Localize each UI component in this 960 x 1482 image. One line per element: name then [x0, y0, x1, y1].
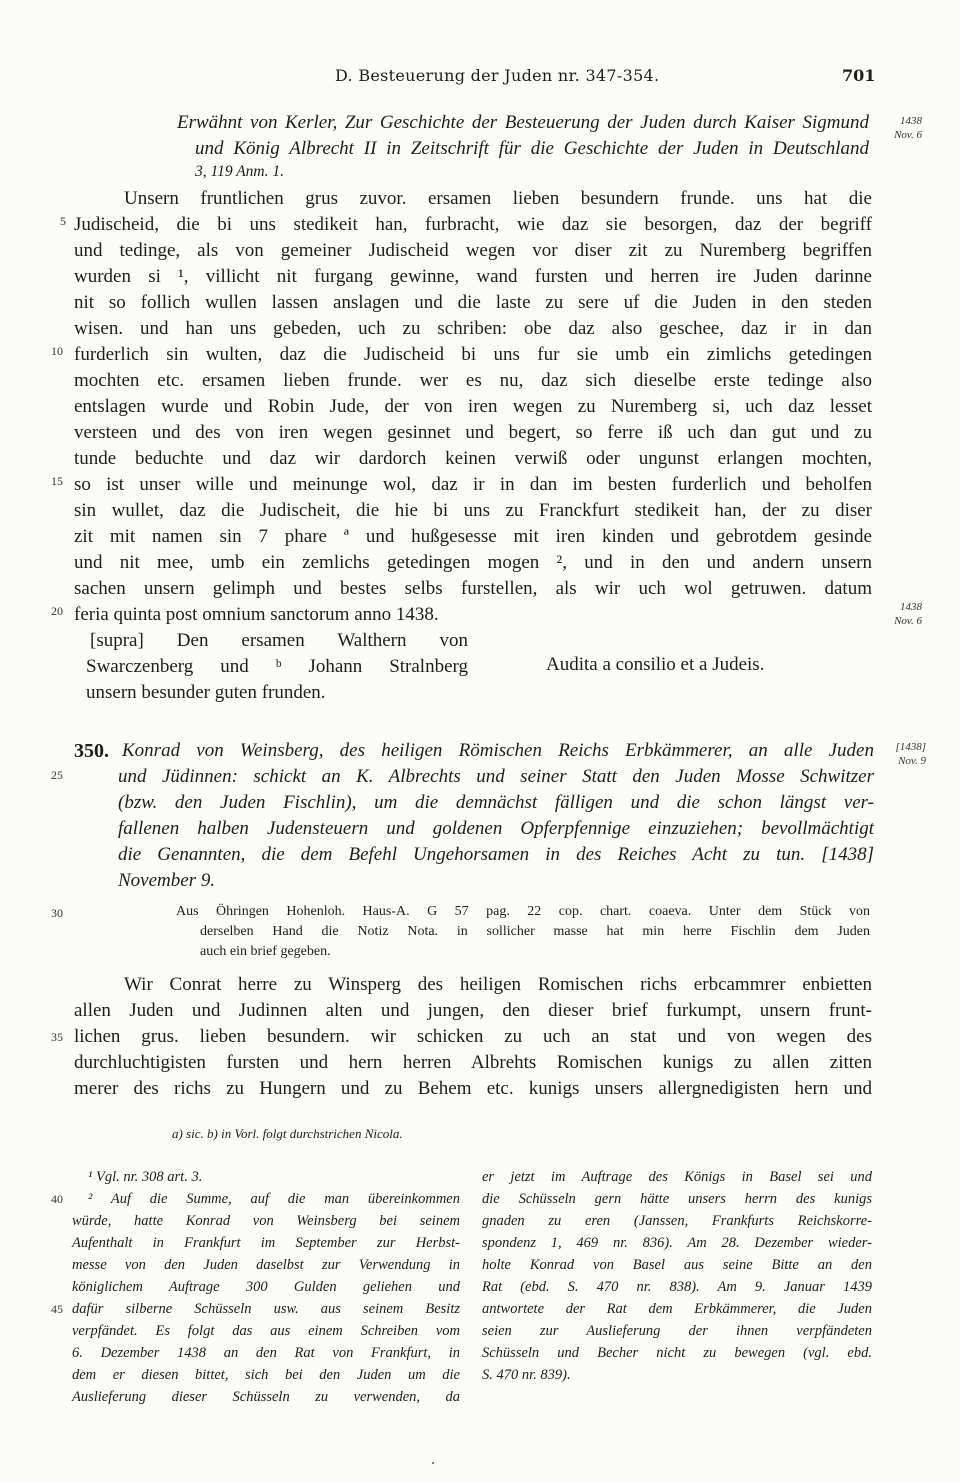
summary-line: November 9.: [118, 870, 216, 891]
intro-note: [177, 110, 869, 182]
address-line: Swarczenberg und ᵇ Johann Stralnberg: [86, 656, 468, 677]
doc-350-text: [74, 972, 872, 1102]
text-line: merer des richs zu Hungern und zu Behem etc. kunigs unsers allergnedigisten hern und: [74, 1078, 872, 1099]
margin-date-doc350: [870, 740, 926, 768]
margin-date: Nov. 9: [898, 755, 926, 767]
letter-line: und tedinge, als von gemeiner Judischeid wegen vor diser zit zu Nuremberg begriffen: [74, 240, 872, 261]
footnote-line: antwortete der Rat dem Erbkämmerer, die Juden: [482, 1301, 872, 1317]
source-line: Aus Öhringen Hohenloh. Haus-A. G 57 pag. 22 cop. chart. coaeva. Unter dem Stück von: [176, 904, 870, 919]
letter-line: so ist unser wille und meinunge wol, daz ir in dan im besten furderlich und beholfen: [74, 474, 872, 495]
summary-line: die Genannten, die dem Befehl Ungehorsamen in des Reiches Acht zu tun. [1438]: [118, 844, 874, 865]
page-speck: [432, 1462, 434, 1464]
letter-line: mochten etc. ersamen lieben frunde. wer es nu, daz sich dieselbe erste tedinge also: [74, 370, 872, 391]
line-number: 15: [51, 474, 63, 488]
footnote-line: dem er diesen bittet, sich bei den Juden um die: [72, 1367, 460, 1383]
footnote-line: ² Auf die Summe, auf die man übereinkommen: [88, 1191, 460, 1207]
letter-line: Judischeid, die bi uns stedikeit han, furbracht, wie daz sie besorgen, daz der begriff: [74, 214, 872, 235]
line-number: 45: [51, 1302, 63, 1316]
margin-date: Nov. 6: [894, 129, 922, 141]
audita-note: Audita a consilio et a Judeis.: [546, 654, 765, 675]
letter-line: nit so follich wullen lassen anslagen und die laste zu sere uf die Juden in den steden: [74, 292, 872, 313]
doc-350-summary: [74, 738, 874, 894]
letter-line: und nit mee, umb ein zemlichs getedingen mogen ², und in den und andern unsern: [74, 552, 872, 573]
letter-line: Unsern fruntlichen grus zuvor. ersamen lieben besundern frunde. uns hat die: [124, 188, 872, 209]
summary-line: Konrad von Weinsberg, des heiligen Römischen Reichs Erbkämmerer, an alle Juden: [122, 740, 874, 761]
footnote-line: holte Konrad von Basel aus seine Bitte an den: [482, 1257, 872, 1273]
summary-line: fallenen halben Judensteuern und goldenen Opferpfennige einzuziehen; bevollmächtigt: [118, 818, 874, 839]
address-line: [supra] Den ersamen Walthern von: [90, 630, 468, 651]
footnote-line: Auslieferung dieser Schüsseln zu verwenden, da: [72, 1389, 460, 1405]
margin-year: 1438: [900, 601, 922, 613]
margin-date-mid: [862, 600, 922, 628]
footnote-line: 6. Dezember 1438 an den Rat von Frankfurt, in: [72, 1345, 460, 1361]
margin-year: 1438: [900, 115, 922, 127]
text-line: lichen grus. lieben besundern. wir schicken zu uch an stat und von wegen des: [74, 1026, 872, 1047]
line-number: 30: [51, 906, 63, 920]
intro-note-line: und König Albrecht II in Zeitschrift für die Geschichte der Juden in Deutschland: [195, 138, 869, 159]
footnote-line: dafür silberne Schüsseln usw. aus seinem Besitz: [72, 1301, 460, 1317]
line-number: 40: [51, 1192, 63, 1206]
margin-year: [1438]: [895, 741, 926, 753]
line-number: 35: [51, 1030, 63, 1044]
line-number: 5: [60, 214, 66, 228]
source-line: derselben Hand die Notiz Nota. in sollicher masse hat min herre Fischlin dem Juden: [200, 924, 870, 939]
letter-line: furderlich sin wulten, daz die Judischeid bi uns fur sie umb ein zimlichs getedingen: [74, 344, 872, 365]
letter-line: zit mit namen sin 7 phare ª und hußgesesse mit iren kinden und gebrotdem gesinde: [74, 526, 872, 547]
address-line: unsern besunder guten frunden.: [86, 682, 326, 703]
letter-line: tunde beduchte und daz wir dardorch keinen verwiß oder ungunst erlangen mochten,: [74, 448, 872, 469]
intro-note-line: Erwähnt von Kerler, Zur Geschichte der Besteuerung der Juden durch Kaiser Sigmund: [177, 112, 869, 133]
line-number: 10: [51, 344, 63, 358]
summary-line: (bzw. den Juden Fischlin), um die demnächst fälligen und die schon längst ver-: [118, 792, 874, 813]
line-number: 25: [51, 768, 63, 782]
footnote-line: die Schüsseln gern hätte unsers herrn des kunigs: [482, 1191, 872, 1207]
footnote-line: Schüsseln und Becher nicht zu bewegen (vgl. ebd.: [482, 1345, 872, 1361]
margin-date-top: [872, 114, 922, 142]
footnote-line: er jetzt im Auftrage des Königs in Basel sei und: [482, 1169, 872, 1185]
apparatus: a) sic. b) in Vorl. folgt durchstrichen Nicola.: [172, 1126, 403, 1141]
margin-date: Nov. 6: [894, 615, 922, 627]
address-block: [88, 628, 468, 706]
text-line: durchluchtigisten fursten und hern herren Albrehts Romischen kunigs zu allen zitten: [74, 1052, 872, 1073]
letter-text: [74, 186, 872, 628]
header-title: D. Besteuerung der Juden nr. 347-354.: [335, 66, 660, 85]
footnote-line: spondenz 1, 469 nr. 836). Am 28. Dezember wieder-: [482, 1235, 872, 1251]
footnote-line: ¹ Vgl. nr. 308 art. 3.: [88, 1169, 203, 1185]
footnote-line: seien zur Auslieferung der ihnen verpfändeten: [482, 1323, 872, 1339]
line-number: 20: [51, 604, 63, 618]
letter-line: sin wullet, daz die Judischeit, die hie bi uns zu Franckfurt stedikeit han, der zu diser: [74, 500, 872, 521]
source-line: auch ein brief gegeben.: [200, 944, 331, 959]
footnote-line: messe von den Juden daselbst zur Verwendung in: [72, 1257, 460, 1273]
footnote-line: Rat (ebd. S. 470 nr. 838). Am 9. Januar 1439: [482, 1279, 872, 1295]
footnotes-right: [482, 1166, 872, 1386]
footnote-line: würde, hatte Konrad von Weinsberg bei seinem: [72, 1213, 460, 1229]
text-line: allen Juden und Judinnen alten und jungen, den dieser brief furkumpt, unsern frunt-: [74, 1000, 872, 1021]
page-number: 701: [842, 66, 876, 85]
footnote-line: verpfändet. Es folgt das aus einem Schreiben vom: [72, 1323, 460, 1339]
summary-line: und Jüdinnen: schickt an K. Albrechts und seiner Statt den Juden Mosse Schwitzer: [118, 766, 874, 787]
footnote-line: Aufenthalt in Frankfurt im September zur Herbst-: [72, 1235, 460, 1251]
letter-line: sachen unsern gelimph und bestes selbs furstellen, als wir uch wol getruwen. datum: [74, 578, 872, 599]
footnote-line: königlichem Auftrage 300 Gulden geliehen und: [72, 1279, 460, 1295]
footnote-line: S. 470 nr. 839).: [482, 1367, 571, 1383]
text-line: Wir Conrat herre zu Winsperg des heiligen Romischen richs erbcammrer enbietten: [124, 974, 872, 995]
source-note: [176, 902, 870, 962]
footnote-line: gnaden zu eren (Janssen, Frankfurts Reichskorre-: [482, 1213, 872, 1229]
letter-line: wurden si ¹, villicht nit furgang gewinne, wand fursten und herren ire Juden darinne: [74, 266, 872, 287]
letter-line: wisen. und han uns gebeden, uch zu schriben: obe daz also geschee, daz ir in dan: [74, 318, 872, 339]
letter-line: versteen und des von iren wegen gesinnet und begert, so ferre iß uch dan gut und zu: [74, 422, 872, 443]
document-number: 350.: [74, 740, 109, 762]
letter-line: feria quinta post omnium sanctorum anno 1438.: [74, 604, 439, 625]
running-header: [0, 66, 960, 90]
footnotes-left: [72, 1166, 460, 1408]
intro-note-line: 3, 119 Anm. 1.: [195, 163, 284, 180]
letter-line: entslagen wurde und Robin Jude, der von iren wegen zu Nuremberg si, uch daz lesset: [74, 396, 872, 417]
